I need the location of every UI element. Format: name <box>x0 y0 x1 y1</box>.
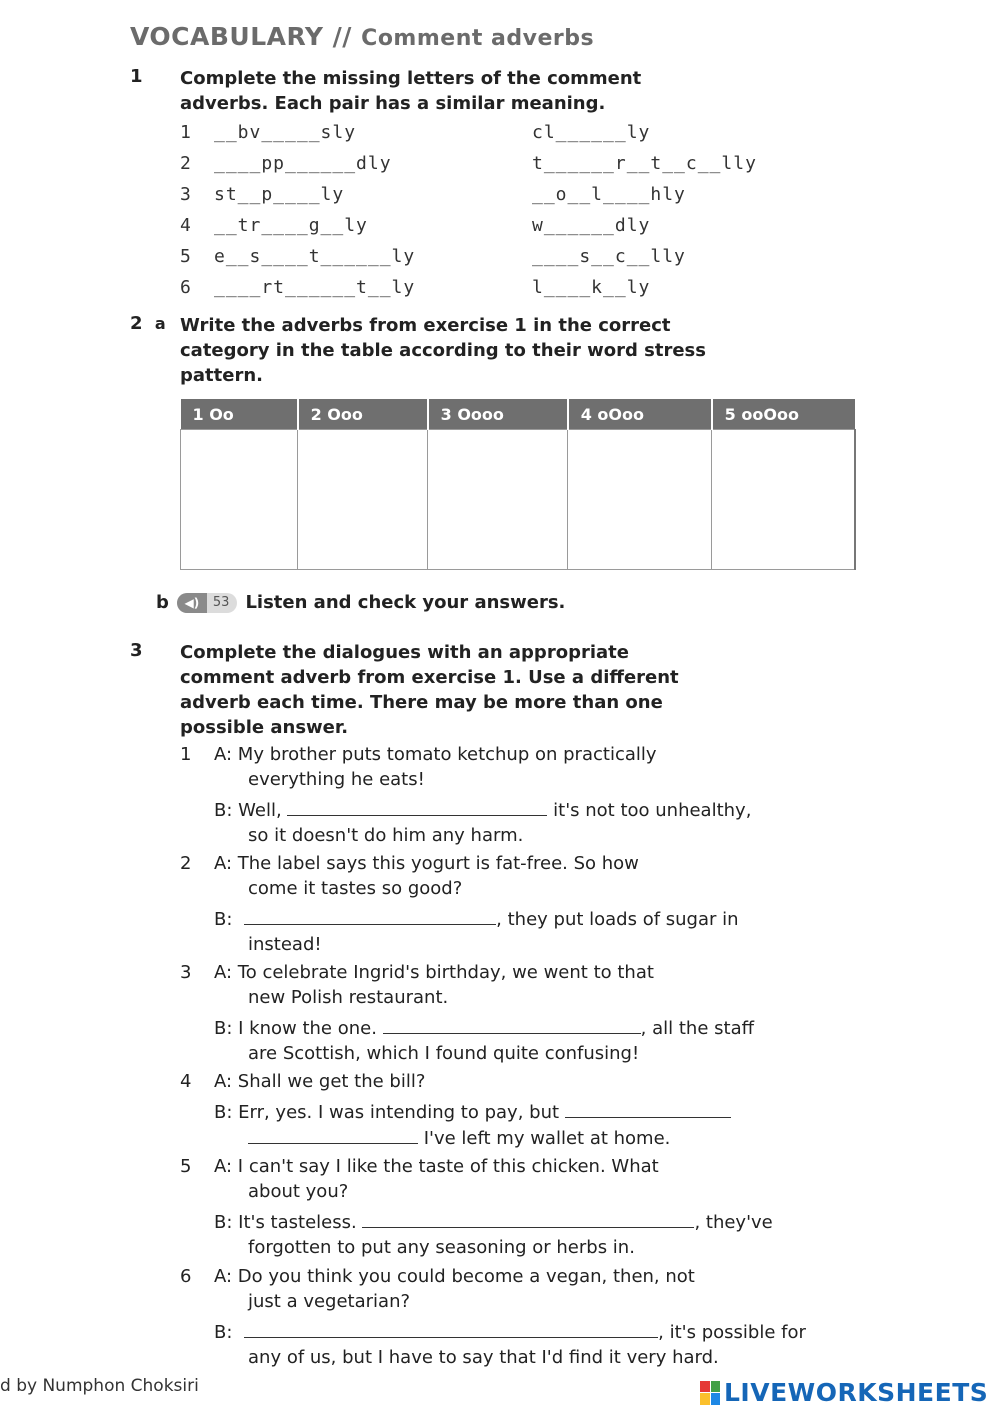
stress-table-answer-row <box>181 430 856 570</box>
ex1-word-right[interactable]: __o__l____hly <box>532 184 686 205</box>
credit-text: d by Numphon Choksiri <box>0 1376 199 1396</box>
ex1-word-left[interactable]: ____pp______dly <box>214 153 392 174</box>
dialogue-b <box>214 1099 731 1151</box>
ex1-word-right[interactable]: ____s__c__lly <box>532 246 686 267</box>
dialogue-line: A: Do you think you could become a vegan, then, not <box>214 1266 695 1287</box>
answer-blank[interactable] <box>362 1209 694 1228</box>
ex1-row-number: 6 <box>180 277 192 298</box>
dialogue-b-prefix: B: Well, <box>214 800 282 821</box>
dialogue-line: so it doesn't do him any harm. <box>248 825 524 846</box>
dialogue-b-prefix: B: <box>214 909 233 930</box>
ex3-instr-line: Complete the dialogues with an appropriate <box>180 642 629 663</box>
ex1-word-right[interactable]: t______r__t__c__lly <box>532 153 757 174</box>
dialogue-b <box>214 1319 806 1370</box>
title-sub: Comment adverbs <box>361 26 595 51</box>
table-answer-cell[interactable] <box>181 430 298 570</box>
ex1-row-number: 5 <box>180 246 192 267</box>
ex2-instr-line: Write the adverbs from exercise 1 in the correct <box>180 315 671 336</box>
answer-blank[interactable] <box>383 1015 641 1034</box>
dialogue-a <box>214 851 639 901</box>
answer-blank[interactable] <box>244 1319 658 1338</box>
dialogue-line: forgotten to put any seasoning or herbs in. <box>248 1237 635 1258</box>
ex2-number-text: 2 <box>130 313 143 334</box>
ex1-instr-line: adverbs. Each pair has a similar meaning. <box>180 93 606 114</box>
ex3-instr-line: comment adverb from exercise 1. Use a different <box>180 667 679 688</box>
dialogue-number: 5 <box>180 1156 192 1177</box>
dialogue-line: just a vegetarian? <box>248 1291 411 1312</box>
table-header-cell: 4 oOoo <box>568 399 712 430</box>
dialogue-line: any of us, but I have to say that I'd find it very hard. <box>248 1347 719 1368</box>
ex1-word-right[interactable]: cl______ly <box>532 122 651 143</box>
dialogue-a <box>214 1154 659 1204</box>
dialogue-line: everything he eats! <box>248 769 425 790</box>
table-header-cell: 1 Oo <box>181 399 298 430</box>
ex1-instruction <box>180 66 641 116</box>
ex2-b-label: b <box>156 592 169 613</box>
dialogue-b-prefix: B: Err, yes. I was intending to pay, but <box>214 1102 560 1123</box>
logo-text: LIVEWORKSHEETS <box>724 1378 989 1407</box>
dialogue-b-prefix: B: <box>214 1322 233 1343</box>
ex1-word-right[interactable]: w______dly <box>532 215 651 236</box>
ex3-instr-line: possible answer. <box>180 717 349 738</box>
audio-track-number: 53 <box>212 595 230 610</box>
table-answer-cell[interactable] <box>428 430 568 570</box>
table-answer-cell[interactable] <box>712 430 855 570</box>
dialogue-b <box>214 1209 773 1260</box>
ex3-number: 3 <box>130 640 143 661</box>
table-answer-cell[interactable] <box>568 430 712 570</box>
table-answer-cell[interactable] <box>298 430 428 570</box>
table-header-cell: 3 Oooo <box>428 399 568 430</box>
ex2-instr-line: category in the table according to their word stress <box>180 340 706 361</box>
dialogue-a <box>214 742 657 792</box>
dialogue-line: A: Shall we get the bill? <box>214 1071 426 1092</box>
dialogue-a <box>214 1264 695 1314</box>
dialogue-b <box>214 797 751 848</box>
dialogue-number: 3 <box>180 962 192 983</box>
stress-table <box>180 399 856 570</box>
dialogue-b-suffix: , all the staff <box>640 1018 754 1039</box>
ex1-word-right[interactable]: l____k__ly <box>532 277 651 298</box>
ex3-instr-line: adverb each time. There may be more than one <box>180 692 663 713</box>
dialogue-line: A: I can't say I like the taste of this chicken. What <box>214 1156 659 1177</box>
dialogue-line: are Scottish, which I found quite confusing! <box>248 1043 640 1064</box>
ex1-word-left[interactable]: st__p____ly <box>214 184 345 205</box>
dialogue-a <box>214 1069 425 1094</box>
ex1-instr-line: Complete the missing letters of the comment <box>180 68 642 89</box>
dialogue-line: come it tastes so good? <box>248 878 463 899</box>
dialogue-b <box>214 1015 754 1066</box>
answer-blank[interactable] <box>244 906 496 925</box>
dialogue-line: A: To celebrate Ingrid's birthday, we went to that <box>214 962 654 983</box>
table-header-cell: 2 Ooo <box>298 399 428 430</box>
dialogue-line: A: My brother puts tomato ketchup on practically <box>214 744 657 765</box>
dialogue-a <box>214 960 654 1010</box>
dialogue-number: 6 <box>180 1266 192 1287</box>
audio-track-button[interactable] <box>177 593 238 613</box>
ex1-row-number: 1 <box>180 122 192 143</box>
ex1-row-number: 3 <box>180 184 192 205</box>
ex3-instruction <box>180 640 679 740</box>
dialogue-line: new Polish restaurant. <box>248 987 449 1008</box>
table-header-cell: 5 ooOoo <box>712 399 855 430</box>
ex1-row-number: 2 <box>180 153 192 174</box>
dialogue-line: about you? <box>248 1181 349 1202</box>
speaker-icon: ◀) <box>177 593 207 613</box>
liveworksheets-logo[interactable] <box>700 1378 988 1407</box>
ex2-part-b <box>156 592 565 613</box>
answer-blank[interactable] <box>248 1125 418 1144</box>
page-title <box>130 22 594 51</box>
ex1-word-left[interactable]: e__s____t______ly <box>214 246 416 267</box>
dialogue-b-suffix: , they've <box>694 1212 773 1233</box>
stress-table-header <box>181 399 856 430</box>
ex2-part-a: a <box>154 314 166 333</box>
ex2-b-text: Listen and check your answers. <box>245 592 566 613</box>
dialogue-b <box>214 906 739 957</box>
dialogue-b-suffix: it's not too unhealthy, <box>547 800 752 821</box>
answer-blank[interactable] <box>287 797 547 816</box>
dialogue-number: 2 <box>180 853 192 874</box>
dialogue-b-prefix: B: It's tasteless. <box>214 1212 357 1233</box>
dialogue-b-prefix: B: I know the one. <box>214 1018 377 1039</box>
ex1-word-left[interactable]: __tr____g__ly <box>214 215 368 236</box>
dialogue-line: instead! <box>248 934 322 955</box>
answer-blank[interactable] <box>565 1099 731 1118</box>
ex2-instr-line: pattern. <box>180 365 263 386</box>
dialogue-b-suffix: , it's possible for <box>658 1322 806 1343</box>
ex2-number <box>130 313 166 334</box>
ex1-row-number: 4 <box>180 215 192 236</box>
dialogue-number: 1 <box>180 744 192 765</box>
ex1-word-left[interactable]: ____rt______t__ly <box>214 277 416 298</box>
ex2-instruction <box>180 313 706 388</box>
logo-icon <box>700 1381 720 1405</box>
dialogue-number: 4 <box>180 1071 192 1092</box>
dialogue-b-suffix: , they put loads of sugar in <box>496 909 739 930</box>
title-main: VOCABULARY // <box>130 22 352 51</box>
ex1-word-left[interactable]: __bv_____sly <box>214 122 357 143</box>
dialogue-line: A: The label says this yogurt is fat-free. So how <box>214 853 639 874</box>
dialogue-b-suffix: I've left my wallet at home. <box>418 1128 671 1149</box>
ex1-number: 1 <box>130 66 143 87</box>
